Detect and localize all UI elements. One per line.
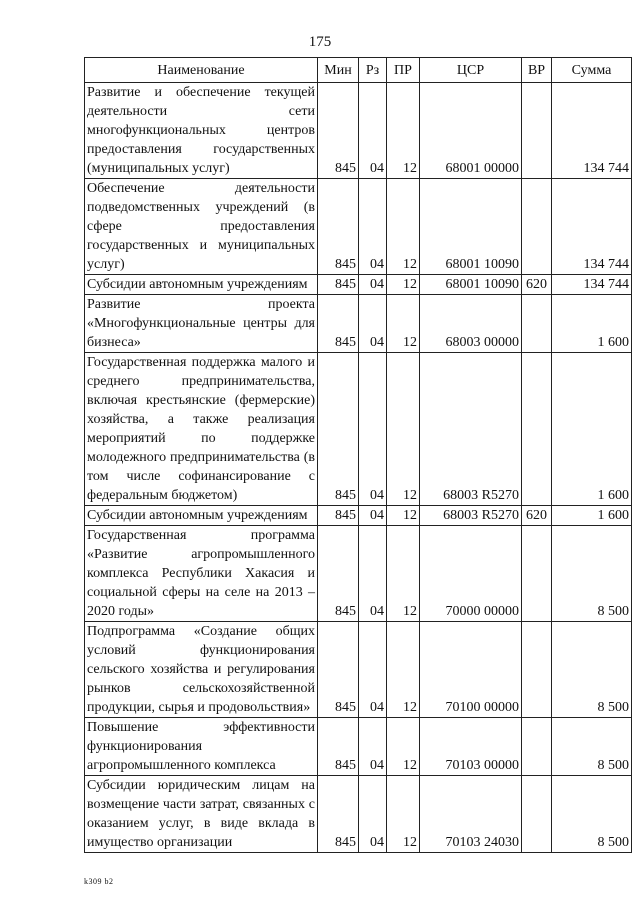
row-vr [522,622,552,718]
row-rz: 04 [359,718,387,776]
row-rz: 04 [359,506,387,526]
row-csr: 70000 00000 [420,526,522,622]
table-row [85,506,632,526]
row-min: 845 [318,526,359,622]
row-name: Государственная программа «Развитие агропромышленного комплекса Республики Хакасия и социальной сферы на селе на 2013 – 2020 годы» [85,526,318,622]
header-name: Наименование [85,58,318,83]
page-number: 175 [308,34,332,50]
row-sum: 1 600 [552,295,632,353]
row-name: Развитие и обеспечение текущей деятельности сети многофункциональных центров предоставления государственных (муниципальных услуг) [85,83,318,179]
row-min: 845 [318,179,359,275]
row-rz: 04 [359,776,387,853]
row-sum: 134 744 [552,83,632,179]
row-pr: 12 [387,275,420,295]
row-rz: 04 [359,275,387,295]
row-pr: 12 [387,718,420,776]
row-pr: 12 [387,83,420,179]
row-vr: 620 [522,275,552,295]
row-min: 845 [318,718,359,776]
row-vr [522,526,552,622]
row-vr [522,295,552,353]
row-min: 845 [318,353,359,506]
row-pr: 12 [387,506,420,526]
row-csr: 68001 10090 [420,179,522,275]
row-vr [522,718,552,776]
row-min: 845 [318,622,359,718]
row-pr: 12 [387,776,420,853]
row-sum: 8 500 [552,622,632,718]
row-vr [522,776,552,853]
row-sum: 8 500 [552,776,632,853]
row-rz: 04 [359,353,387,506]
row-vr [522,83,552,179]
row-min: 845 [318,506,359,526]
header-csr: ЦСР [420,58,522,83]
row-csr: 70103 24030 [420,776,522,853]
table-row [85,776,632,853]
row-name: Подпрограмма «Создание общих условий функционирования сельского хозяйства и регулирования рынков сельскохозяйственной продукции, сырья и продовольствия» [85,622,318,718]
row-min: 845 [318,776,359,853]
row-min: 845 [318,83,359,179]
header-min: Мин [318,58,359,83]
row-csr: 70103 00000 [420,718,522,776]
row-name: Повышение эффективности функционирования агропромышленного комплекса [85,718,318,776]
row-name: Субсидии автономным учреждениям [85,506,318,526]
row-pr: 12 [387,353,420,506]
row-pr: 12 [387,526,420,622]
row-pr: 12 [387,295,420,353]
header-rz: Рз [359,58,387,83]
row-csr: 68001 10090 [420,275,522,295]
row-sum: 1 600 [552,506,632,526]
row-name: Субсидии автономным учреждениям [85,275,318,295]
row-rz: 04 [359,622,387,718]
row-name: Государственная поддержка малого и среднего предпринимательства, включая крестьянские (фермерские) хозяйства, а также реализация мероприятий по поддержке молодежного предпринимательства (в том числе софинансирование с федеральным бюджетом) [85,353,318,506]
row-rz: 04 [359,526,387,622]
header-vr: ВР [522,58,552,83]
row-vr [522,179,552,275]
row-csr: 68003 R5270 [420,506,522,526]
row-pr: 12 [387,179,420,275]
budget-table [84,57,632,853]
row-min: 845 [318,295,359,353]
row-vr [522,353,552,506]
table-row [85,526,632,622]
row-sum: 1 600 [552,353,632,506]
table-row [85,83,632,179]
row-sum: 8 500 [552,526,632,622]
row-rz: 04 [359,295,387,353]
row-csr: 68003 00000 [420,295,522,353]
header-sum: Сумма [552,58,632,83]
row-name: Субсидии юридическим лицам на возмещение части затрат, связанных с оказанием услуг, в виде вклада в имущество организации [85,776,318,853]
table-row [85,275,632,295]
row-name: Развитие проекта «Многофункциональные центры для бизнеса» [85,295,318,353]
row-sum: 8 500 [552,718,632,776]
row-rz: 04 [359,179,387,275]
row-rz: 04 [359,83,387,179]
row-csr: 70100 00000 [420,622,522,718]
row-vr: 620 [522,506,552,526]
table-row [85,353,632,506]
row-sum: 134 744 [552,179,632,275]
row-min: 845 [318,275,359,295]
row-csr: 68001 00000 [420,83,522,179]
table-row [85,718,632,776]
table-row [85,295,632,353]
row-name: Обеспечение деятельности подведомственных учреждений (в сфере предоставления государственных и муниципальных услуг) [85,179,318,275]
table-row [85,179,632,275]
document-code: k309 b2 [84,877,114,886]
table-header-row [85,58,632,83]
row-pr: 12 [387,622,420,718]
header-pr: ПР [387,58,420,83]
row-csr: 68003 R5270 [420,353,522,506]
row-sum: 134 744 [552,275,632,295]
table-row [85,622,632,718]
